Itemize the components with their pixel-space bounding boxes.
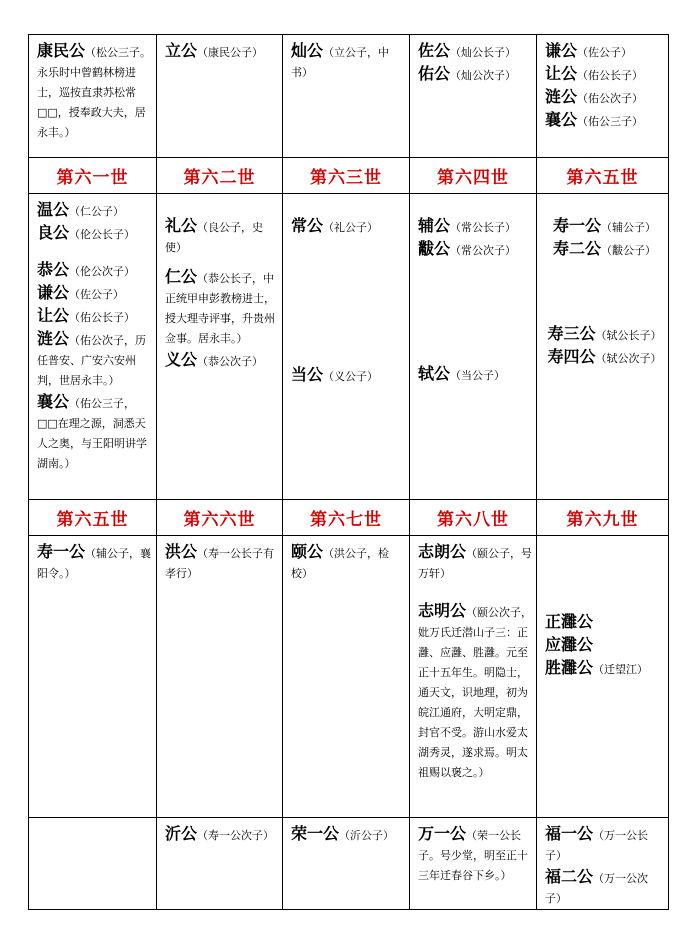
entry-note: （当公子）: [450, 369, 506, 382]
table-row: [29, 818, 669, 910]
entry: [545, 213, 664, 236]
entry-note: （恭公长子，中正统甲申彭教榜进士，授大理寺评事，升贵州佥事。居永丰。）: [165, 272, 275, 345]
entry-name: 志明公: [418, 601, 467, 620]
entry: [545, 821, 664, 864]
generation-header: [410, 500, 537, 536]
entry-note: （沂公子）: [339, 829, 395, 842]
entry-note: （佑公次子，历任普安、广安六安州判，世居永丰。）: [37, 334, 147, 387]
entry-name: 让公: [545, 64, 578, 83]
entry-name: 义公: [165, 350, 198, 369]
entry-note: （佐公子）: [69, 288, 125, 301]
entry-name: 福一公: [545, 824, 594, 843]
generation-label: 第六一世: [56, 168, 129, 188]
generation-header: [410, 158, 537, 194]
entry-name: 佑公: [418, 64, 451, 83]
generation-label: 第六六世: [183, 510, 256, 530]
entry-note: （常公长子）: [450, 221, 517, 234]
entry-note: （洪公子，检校）: [291, 547, 390, 580]
generation-label: 第六八世: [437, 510, 509, 530]
entry-note: （颐公次子，妣万氏迁潜山子三：正灉、应灉、胜灉。元至正十五年生。明隐士，通天文，识地理，初为皖江通府，大明定鼎，封官不受。游山水爱太湖秀灵，遂求焉。明太祖赐以褒之。）: [418, 606, 533, 779]
entry-note: （佑公三子，□□在理之源，洞悉天人之奥，与王阳明讲学湖南。）: [37, 397, 147, 470]
entry-name: 应灉公: [545, 635, 594, 654]
entry-note: （仁公子）: [69, 205, 125, 218]
entry-note: （义公子）: [323, 370, 379, 383]
entry-name: 寿一公: [552, 216, 601, 235]
entry-note: （寿一公长子有孝行）: [165, 547, 275, 580]
entry-note: （佑公长子）: [577, 69, 644, 82]
entry: [291, 362, 405, 385]
entry-name: 佐公: [418, 41, 451, 60]
generation-label: 第六二世: [183, 168, 256, 188]
entry-note: （寿一公次子）: [197, 829, 275, 842]
entry: [165, 213, 278, 256]
entry-name: 荣一公: [291, 824, 340, 843]
generation-header: [29, 500, 157, 536]
entry: [37, 38, 152, 141]
entry-note: （灿公长子）: [450, 46, 517, 59]
entry-name: 灿公: [291, 41, 324, 60]
entry-name: 康民公: [37, 41, 86, 60]
table-cell: [410, 818, 537, 910]
table-cell: [283, 194, 410, 500]
entry: [291, 213, 405, 236]
entry-note: （颐公子，号万轩）: [418, 547, 533, 580]
table-cell: [157, 818, 283, 910]
entry-note: （万一公次子）: [545, 872, 649, 905]
entry-name: 沂公: [165, 824, 198, 843]
genealogy-table: [28, 34, 669, 910]
entry-name: 襄公: [545, 110, 578, 129]
entry-note: （轼公长子）: [595, 329, 662, 342]
generation-header: [537, 158, 669, 194]
entry-note: （常公次子）: [450, 244, 517, 257]
entry: [418, 539, 532, 582]
table-cell: [537, 35, 669, 158]
entry-note: （礼公子）: [323, 221, 379, 234]
entry: [165, 539, 278, 582]
entry-name: 立公: [165, 41, 198, 60]
entry-name: 仁公: [165, 267, 198, 286]
generation-label: 第六四世: [437, 168, 509, 188]
entry-note: （佑公次子）: [577, 92, 644, 105]
entry-name: 襄公: [37, 392, 70, 411]
entry: [37, 539, 152, 582]
entry-name: 涟公: [37, 329, 70, 348]
entry: [291, 821, 405, 844]
entry-note: （佑公长子）: [69, 311, 136, 324]
entry-note: （佑公三子）: [577, 115, 644, 128]
table-cell: [283, 818, 410, 910]
entry: [545, 107, 664, 130]
table-cell: [410, 536, 537, 818]
generation-header-row: [29, 158, 669, 194]
table-cell: [537, 536, 669, 818]
entry-note: （恭公次子）: [197, 355, 264, 368]
entry: [418, 236, 532, 259]
table-cell: [537, 194, 669, 500]
entry-note: （立公子，中书）: [291, 46, 390, 79]
entry: [545, 321, 664, 344]
entry: [545, 61, 664, 84]
generation-header: [157, 500, 283, 536]
entry-name: 寿三公: [547, 324, 596, 343]
entry-name: 洪公: [165, 542, 198, 561]
table-row: [29, 35, 669, 158]
table-cell: [29, 536, 157, 818]
table-cell: [157, 536, 283, 818]
entry-name: 让公: [37, 306, 70, 325]
table-row: [29, 194, 669, 500]
entry: [545, 864, 664, 907]
entry-note: （辅公子，襄阳令。）: [37, 547, 152, 580]
table-cell: [410, 194, 537, 500]
table-cell: [29, 35, 157, 158]
entry: [418, 821, 532, 884]
entry-name: 良公: [37, 223, 70, 242]
entry-note: （佐公子）: [577, 46, 633, 59]
entry-name: 恭公: [37, 260, 70, 279]
entry-name: 胜灉公: [545, 658, 594, 677]
entry-note: （轼公次子）: [595, 352, 662, 365]
generation-header: [29, 158, 157, 194]
table-cell: [283, 536, 410, 818]
generation-header: [157, 158, 283, 194]
entry-name: 志朗公: [418, 542, 467, 561]
generation-header: [537, 500, 669, 536]
entry: [165, 347, 278, 370]
entry: [165, 264, 278, 347]
entry: [165, 821, 278, 844]
table-cell: [29, 194, 157, 500]
entry-note: （康民公子）: [197, 46, 264, 59]
generation-header: [283, 158, 410, 194]
entry-name: 温公: [37, 200, 70, 219]
entry-note: （黻公子）: [601, 244, 656, 257]
entry: [37, 197, 152, 220]
entry: [37, 220, 152, 243]
entry-name: 正灉公: [545, 612, 594, 631]
entry-name: 礼公: [165, 216, 198, 235]
entry-note: （伦公次子）: [69, 265, 136, 278]
entry: [545, 84, 664, 107]
generation-header-row: [29, 500, 669, 536]
entry: [418, 598, 532, 781]
entry-note: （伦公长子）: [69, 228, 136, 241]
entry-name: 当公: [291, 365, 324, 384]
generation-label: 第六九世: [566, 510, 639, 530]
entry-note: （万一公长子）: [545, 829, 649, 862]
entry-name: 万一公: [418, 824, 467, 843]
entry-name: 谦公: [37, 283, 70, 302]
entry: [37, 326, 152, 389]
entry: [37, 303, 152, 326]
entry-note: （松公三子。永乐时中曾鹤林榜进士，巡按直隶苏松常□□，授奉政大夫，居永丰。）: [37, 46, 152, 139]
generation-label: 第六五世: [566, 168, 639, 188]
entry-name: 黻公: [418, 239, 451, 258]
table-cell: [157, 35, 283, 158]
generation-label: 第六五世: [56, 510, 129, 530]
entry-name: 轼公: [418, 364, 451, 383]
table-cell: [157, 194, 283, 500]
entry-name: 涟公: [545, 87, 578, 106]
generation-label: 第六七世: [310, 510, 382, 530]
entry: [291, 539, 405, 582]
entry: [291, 38, 405, 81]
entry: [545, 609, 664, 632]
table-cell: [410, 35, 537, 158]
entry-name: 寿四公: [547, 347, 596, 366]
entry: [545, 38, 664, 61]
entry-name: 颐公: [291, 542, 324, 561]
entry-name: 常公: [291, 216, 324, 235]
entry: [545, 632, 664, 655]
entry: [37, 389, 152, 472]
entry: [418, 61, 532, 84]
table-cell: [537, 818, 669, 910]
table-row: [29, 536, 669, 818]
entry: [418, 361, 532, 384]
entry: [418, 38, 532, 61]
entry: [545, 344, 664, 367]
entry: [37, 280, 152, 303]
entry-name: 寿一公: [37, 542, 86, 561]
entry: [545, 236, 664, 259]
entry-note: （辅公子）: [601, 221, 656, 234]
entry-name: 福二公: [545, 867, 594, 886]
entry-note: （迁望江）: [593, 663, 649, 676]
generation-label: 第六三世: [310, 168, 382, 188]
entry-note: （荣一公长子。号少堂，明至正十三年迁春谷下乡。）: [418, 829, 528, 882]
entry-name: 谦公: [545, 41, 578, 60]
table-cell: [283, 35, 410, 158]
entry: [37, 257, 152, 280]
entry-note: （灿公次子）: [450, 69, 517, 82]
entry-name: 寿二公: [552, 239, 601, 258]
entry: [545, 655, 664, 678]
entry-note: （良公子，史使）: [165, 221, 264, 254]
generation-header: [283, 500, 410, 536]
table-cell: [29, 818, 157, 910]
entry: [165, 38, 278, 61]
entry-name: 辅公: [418, 216, 451, 235]
entry: [418, 213, 532, 236]
